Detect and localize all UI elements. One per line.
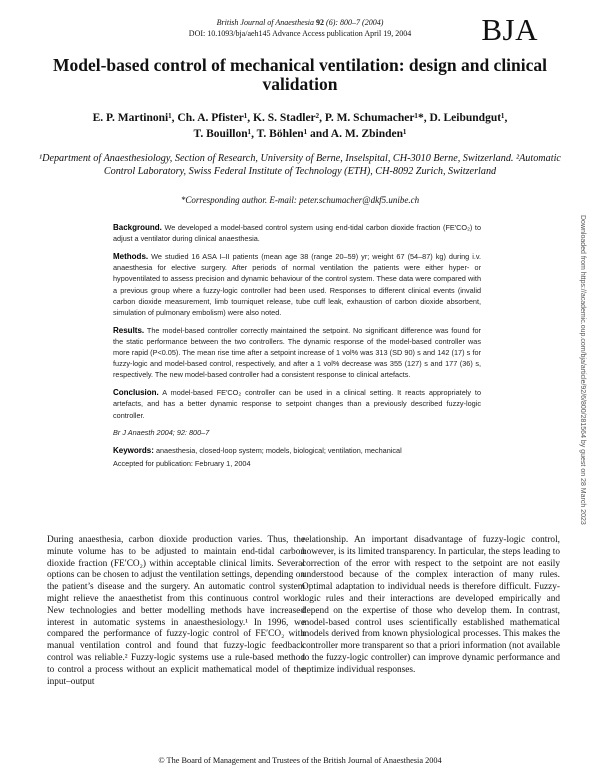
methods-label: Methods. [113, 251, 149, 261]
abstract-results [113, 325, 481, 381]
background-label: Background. [113, 223, 162, 232]
accepted-date: Accepted for publication: February 1, 2004 [113, 459, 251, 469]
copyright-footer: © The Board of Management and Trustees of the British Journal of Anaesthesia 2004 [158, 756, 442, 765]
journal-issue-pages: (6): 800–7 (2004) [326, 18, 384, 27]
body-right-text: relationship. An important disadvantage of fuzzy-logic control, however, is its limited transparency. In particular, the steps leading to correction of the error with respect to the setpoint are not easily understood because of the complex interaction of many rules. Optimal adaptation to individual needs is therefore difficult. Fuzzy-logic rules and their interactions are developed empirically and depend on the expertise of those who develop them. In contrast, model-based control uses scientifically established mathematical models derived from known physiological processes. This makes the controller more transparent so that a priori information (not available to the fuzzy-logic controller) can improve dynamic performance and optimize individual responses. [302, 535, 560, 675]
article-title: Model-based control of mechanical ventilation: design and clinical validation [52, 55, 548, 94]
keywords-text: anaesthesia, closed-loop system; models, biological; ventilation, mechanical [155, 445, 402, 455]
abstract [113, 222, 481, 476]
author-list [40, 110, 560, 142]
methods-text: We studied 16 ASA I–II patients (mean age 38 (range 20–59) yr; weight 67 (54–87) kg) during i.v. anaesthesia for elective surgery. After periods of normal ventilation the patients were either hyper- or hypoventilated to assess precision and dynamic behaviour of the control system. These data were compared with a previous group where a fuzzy-logic controller had been used. Responses to different clinical events (invalid carbon dioxide measurement, limb tourniquet release, tube cuff leak, exhaustion of carbon dioxide absorbent, simulation of pulmonary embolism) were also noted. [113, 251, 481, 317]
background-text: We developed a model-based control system using end-tidal carbon dioxide fraction (FE′CO₂) to adjust a ventilator during clinical anaesthesia. [113, 223, 481, 244]
download-sidebar [576, 215, 588, 755]
keywords-label: Keywords: [113, 445, 154, 455]
conclusion-text: A model-based FE′CO₂ controller can be used in a clinical setting. It reacts appropriately to artefacts, and has a better dynamic response to setpoint changes than a previously described fuzzy-logic controller. [113, 388, 482, 420]
body-column-left [47, 535, 305, 688]
affiliations: ¹Department of Anaesthesiology, Section of Research, University of Berne, Inselspital, CH-3010 Berne, Switzerland. ²Automatic Control Laboratory, Swiss Federal Institute of Technology (ETH), CH-8092 Zurich, Switzerland [39, 153, 561, 177]
journal-volume: 92 [316, 18, 325, 27]
download-note[interactable]: Downloaded from https://academic.oup.com/bja/article/92/6/800/281564 by guest on 28 March 2023 [579, 215, 586, 525]
citation: Br J Anaesth 2004; 92: 800–7 [113, 428, 210, 438]
results-label: Results. [113, 325, 145, 335]
doi-line: DOI: 10.1093/bja/aeh145 Advance Access publication April 19, 2004 [188, 29, 412, 38]
author-line-2: T. Bouillon¹, T. Böhlen¹ and A. M. Zbinden¹ [193, 128, 407, 140]
body-column-right [302, 535, 560, 677]
journal-name: British Journal of Anaesthesia [216, 18, 315, 27]
author-line-1: E. P. Martinoni¹, Ch. A. Pfister¹, K. S. Stadler², P. M. Schumacher¹*, D. Leibundgut¹, [92, 112, 508, 124]
corresponding-author: *Corresponding author. E-mail: peter.schumacher@dkf5.unibe.ch [180, 195, 420, 205]
conclusion-label: Conclusion. [113, 388, 159, 398]
abstract-methods [113, 251, 481, 318]
abstract-background [113, 222, 481, 244]
bja-logo: BJA [481, 12, 538, 47]
results-text: The model-based controller correctly maintained the setpoint. No significant difference was found for the static performance between the two controllers. The dynamic response of the model-based controller was more rapid (P<0.05). The mean rise time after a setpoint increase of 1 vol% was 313 (SD 90) s and 142 (17) s for fuzzy-logic and model-based control, respectively, and after a 1 vol% decrease was 355 (127) s and 177 (36) s, respectively. The new model-based controller had a consistent response to clinical artefacts. [113, 325, 481, 380]
body-left-text: During anaesthesia, carbon dioxide production varies. Thus, the minute volume has to be adjusted to maintain end-tidal carbon dioxide fraction (FE′CO₂) within acceptable clinical limits. Several options can be chosen to adjust the ventilation settings, depending on the patient’s disease and the surgery. An automatic control system might relieve the anaesthetist from this continuous control work. New technologies and better modelling methods have increased interest in automatic systems in anaesthesiology.¹ In 1996, we compared the performance of fuzzy-logic control of FE′CO₂ with manual ventilation control and found that fuzzy-logic feedback control was reliable.² Fuzzy-logic systems use a rule-based method to control a process without an explicit mathematical model of the input–output [47, 535, 305, 687]
keywords [113, 445, 481, 456]
abstract-conclusion [113, 387, 481, 421]
